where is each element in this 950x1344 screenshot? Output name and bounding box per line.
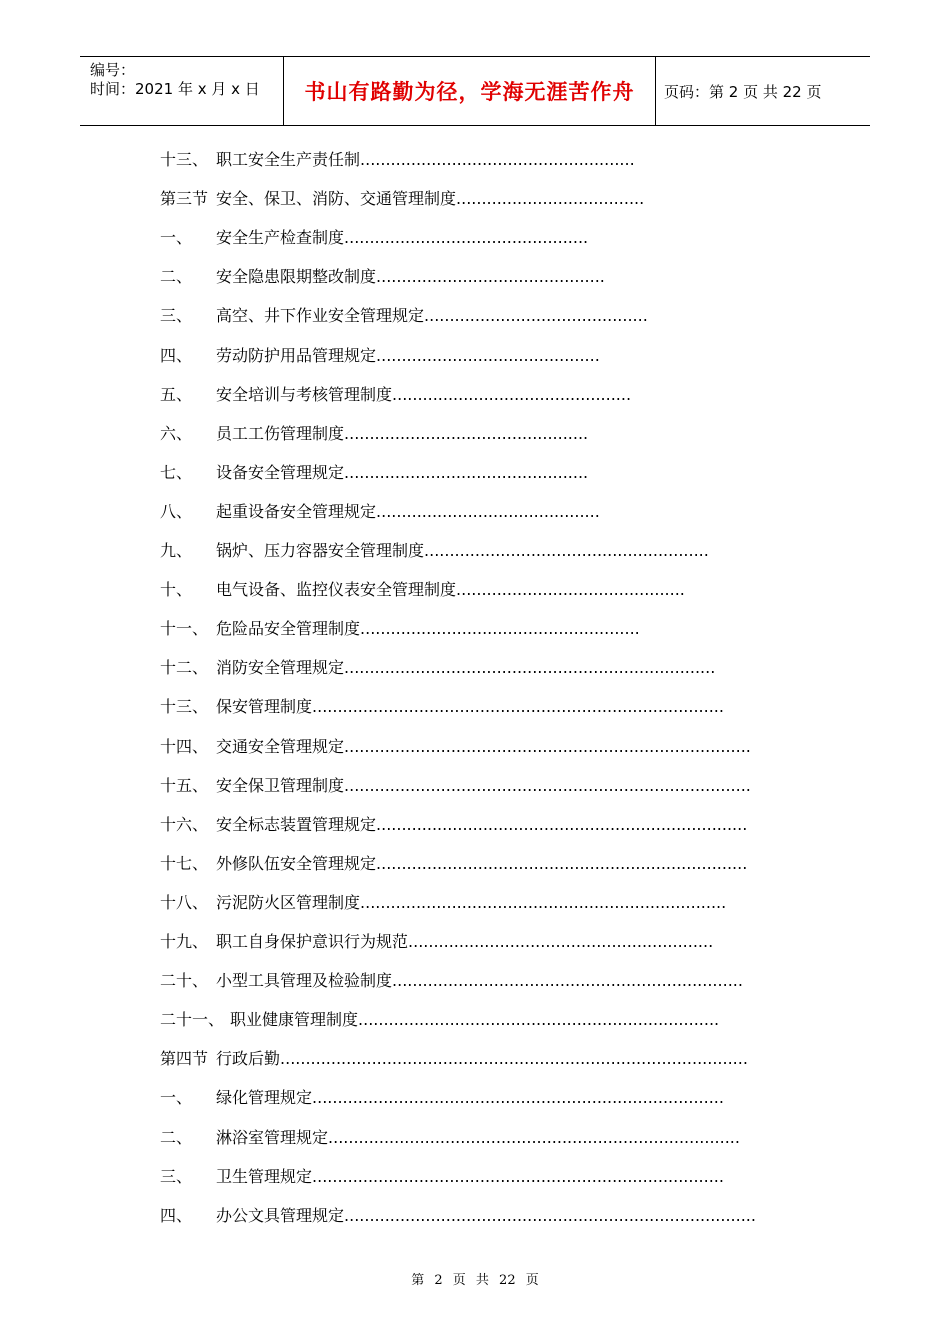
- toc-entry-title-text: 办公文具管理规定: [216, 1205, 345, 1225]
- toc-entry-number: 第四节: [160, 1049, 209, 1069]
- toc-entry-title-text: 小型工具管理及检验制度: [216, 971, 393, 991]
- toc-entry-leader-dots: .........................................................................: [376, 853, 748, 873]
- toc-entry-number: 十、: [160, 580, 193, 600]
- toc-entry-leader-dots: .....................................................................: [392, 971, 743, 991]
- toc-entry-leader-dots: .........................................................................: [376, 814, 748, 834]
- toc-entry-number: 四、: [160, 1205, 193, 1225]
- toc-entry-number: 一、: [160, 1088, 193, 1108]
- toc-entry-leader-dots: .................................................................................: [344, 1205, 756, 1225]
- toc-entry-leader-dots: .............................................: [456, 580, 685, 600]
- toc-entry-title: [216, 531, 709, 570]
- toc-entry-title: [230, 1000, 719, 1039]
- toc-entry-leader-dots: ................................................: [344, 228, 589, 248]
- toc-entry-title: [216, 805, 747, 844]
- toc-entry-title: [216, 844, 747, 883]
- toc-entry-leader-dots: ......................................................: [360, 150, 635, 169]
- toc-entry-number: 八、: [160, 501, 193, 521]
- toc-entry-title: [216, 1196, 756, 1235]
- toc-entry-number: 七、: [160, 462, 193, 482]
- toc-entry-title: [216, 179, 644, 218]
- toc-entry-number: 二十一、: [160, 1010, 225, 1030]
- doc-number-label: 编号：: [90, 61, 136, 79]
- page-header: [80, 56, 870, 126]
- toc-entry-number: 九、: [160, 541, 193, 560]
- toc-entry-title-text: 行政后勤: [216, 1049, 281, 1069]
- toc-entry-number: 十五、: [160, 775, 209, 795]
- toc-entry-title-text: 卫生管理规定: [216, 1166, 313, 1186]
- toc-entry-title-text: 安全隐患限期整改制度: [216, 267, 377, 287]
- toc-entry-leader-dots: .................................................................................: [312, 1088, 724, 1108]
- toc-entry-title-text: 淋浴室管理规定: [216, 1127, 329, 1147]
- toc-entry-title: [216, 492, 600, 531]
- toc-entry-title: [216, 727, 751, 766]
- toc-entry-leader-dots: ................................................: [344, 423, 589, 443]
- toc-entry-number: 十六、: [160, 814, 209, 834]
- toc-entry-leader-dots: .......................................................................: [358, 1010, 720, 1030]
- toc-entry-title-text: 消防安全管理规定: [216, 658, 345, 678]
- toc-entry-title: [216, 609, 640, 648]
- page-footer: [0, 1269, 950, 1288]
- toc-entry-leader-dots: ............................................................................................: [280, 1049, 748, 1069]
- toc-entry-number: 第三节: [160, 189, 209, 209]
- toc-entry-number: 一、: [160, 228, 193, 248]
- header-motto: [284, 57, 656, 125]
- toc-entry-number: 二十、: [160, 971, 209, 991]
- toc-entry-leader-dots: ............................................: [376, 501, 600, 521]
- toc-entry-title: [216, 766, 751, 805]
- motto-text: 书山有路勤为径，学海无涯苦作舟: [304, 80, 635, 104]
- toc-entry-title: [216, 257, 605, 296]
- toc-entry-number: 二、: [160, 267, 193, 287]
- toc-entry-number: 十二、: [160, 658, 209, 678]
- toc-entry-title: [216, 961, 743, 1000]
- toc-entry-title-text: 交通安全管理规定: [216, 736, 345, 756]
- toc-entry-title-text: 职工自身保护意识行为规范: [216, 932, 409, 951]
- toc-entry-title: [216, 375, 631, 414]
- toc-entry-title: [216, 1118, 740, 1157]
- toc-entry-leader-dots: ........................................................................: [360, 892, 727, 912]
- toc-entry-title: [216, 922, 713, 961]
- toc-entry-leader-dots: ........................................................: [424, 541, 709, 560]
- toc-entry-title: [216, 296, 648, 335]
- toc-entry-title: [216, 648, 715, 687]
- toc-entry-leader-dots: ............................................: [424, 306, 648, 326]
- toc-entry-title-text: 起重设备安全管理规定: [216, 501, 377, 521]
- toc-entry-title-text: 设备安全管理规定: [216, 462, 345, 482]
- toc-entry-title: [216, 218, 588, 257]
- toc-entry-leader-dots: .................................................................................: [328, 1127, 740, 1147]
- toc-entry-title: [216, 1157, 724, 1196]
- toc-entry-leader-dots: .................................................................................: [312, 1166, 724, 1186]
- toc-entry-title: [216, 336, 600, 375]
- toc-entry-title-text: 安全、保卫、消防、交通管理制度: [216, 189, 457, 209]
- toc-entry-leader-dots: ...............................................: [392, 384, 632, 404]
- toc-entry-number: 三、: [160, 306, 193, 326]
- toc-entry-number: 二、: [160, 1127, 193, 1147]
- toc-entry-leader-dots: .....................................: [456, 189, 645, 209]
- toc-entry-title-text: 锅炉、压力容器安全管理制度: [216, 541, 425, 560]
- toc-entry-title: [216, 883, 726, 922]
- toc-entry-leader-dots: ................................................................................: [344, 736, 751, 756]
- toc-entry-title-text: 电气设备、监控仪表安全管理制度: [216, 580, 457, 600]
- toc-entry-title-text: 安全标志装置管理规定: [216, 814, 377, 834]
- toc-entry-leader-dots: .......................................................: [360, 619, 640, 639]
- toc-entry-leader-dots: ................................................: [344, 462, 589, 482]
- toc-entry-number: 十四、: [160, 736, 209, 756]
- toc-entry-leader-dots: ............................................: [376, 345, 600, 365]
- toc-entry-title: [216, 1039, 748, 1078]
- toc-entry-title: [216, 570, 685, 609]
- toc-entry-leader-dots: ............................................................: [408, 932, 714, 951]
- toc-entry-number: 六、: [160, 423, 193, 443]
- toc-entry-title-text: 危险品安全管理制度: [216, 619, 361, 639]
- toc-entry-leader-dots: .............................................: [376, 267, 605, 287]
- toc-entry-number: 五、: [160, 384, 193, 404]
- toc-entry-title-text: 安全生产检查制度: [216, 228, 345, 248]
- toc-entry-number: 十九、: [160, 932, 209, 951]
- toc-entry-number: 十八、: [160, 892, 209, 912]
- toc-entry-title-text: 劳动防护用品管理规定: [216, 345, 377, 365]
- toc-entry-number: 十一、: [160, 619, 209, 639]
- toc-entry-leader-dots: .................................................................................: [312, 697, 724, 717]
- footer-page-number: 第 2 页 共 22 页: [411, 1273, 539, 1288]
- toc-entry-title: [216, 453, 588, 492]
- toc-entry-title-text: 安全保卫管理制度: [216, 775, 345, 795]
- toc-entry-title-text: 职工安全生产责任制: [216, 150, 361, 169]
- time-label: 时间：2021 年 x 月 x 日: [90, 80, 260, 98]
- page-label: 页码：第 2 页 共 22 页: [664, 82, 822, 101]
- toc-entry-title-text: 保安管理制度: [216, 697, 313, 717]
- toc-entry-title: [216, 140, 635, 179]
- toc-entry-title: [216, 1078, 724, 1117]
- toc-entry-number: 十七、: [160, 853, 209, 873]
- toc-entry-title-text: 绿化管理规定: [216, 1088, 313, 1108]
- toc-entry-title-text: 职业健康管理制度: [230, 1010, 359, 1030]
- toc-entry-title: [216, 687, 724, 726]
- toc-entry-leader-dots: ................................................................................: [344, 775, 751, 795]
- toc-entry-title-text: 外修队伍安全管理规定: [216, 853, 377, 873]
- toc-entry-title-text: 安全培训与考核管理制度: [216, 384, 393, 404]
- toc-entry-number: 四、: [160, 345, 193, 365]
- header-meta: [80, 57, 284, 125]
- toc-entry-number: 十三、: [160, 150, 209, 169]
- toc-entry-title: [216, 414, 588, 453]
- toc-entry-title-text: 污泥防火区管理制度: [216, 892, 361, 912]
- header-page-info: [656, 57, 870, 125]
- toc-entry-leader-dots: .........................................................................: [344, 658, 716, 678]
- toc-entry-title-text: 高空、井下作业安全管理规定: [216, 306, 425, 326]
- toc-entry-number: 十三、: [160, 697, 209, 717]
- toc-entry-number: 三、: [160, 1166, 193, 1186]
- toc-entry-title-text: 员工工伤管理制度: [216, 423, 345, 443]
